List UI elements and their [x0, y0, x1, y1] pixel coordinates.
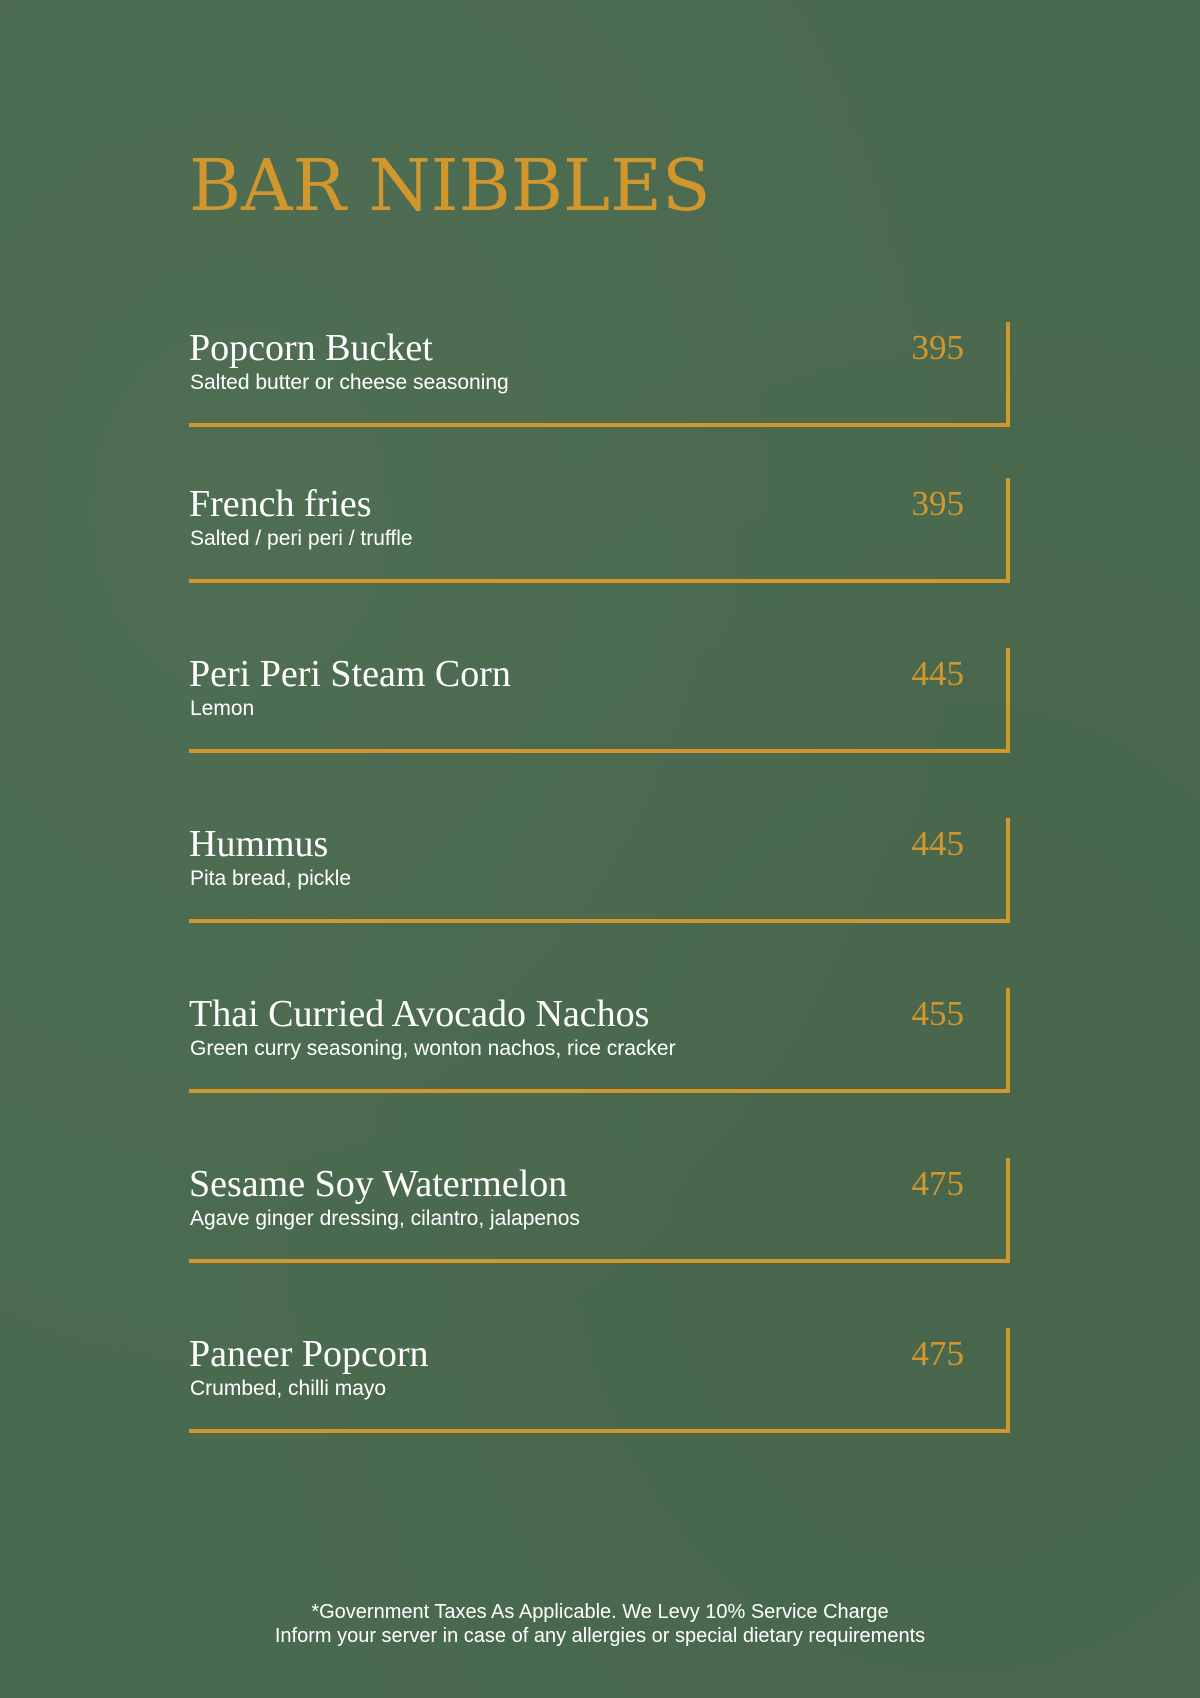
menu-item-description: Green curry seasoning, wonton nachos, rice cracker	[190, 1037, 676, 1060]
menu-item	[189, 478, 1010, 583]
footer-allergy-note: Inform your server in case of any allergies or special dietary requirements	[274, 1625, 926, 1647]
menu-title: BAR NIBBLES	[189, 144, 711, 227]
menu-item-description: Salted butter or cheese seasoning	[190, 371, 509, 394]
menu-item-name: Thai Curried Avocado Nachos	[189, 993, 650, 1035]
menu-item-price: 395	[911, 328, 964, 367]
menu-item	[189, 648, 1010, 753]
menu-item	[189, 1328, 1010, 1433]
footer-tax-note: *Government Taxes As Applicable. We Levy 10% Service Charge	[311, 1601, 889, 1623]
menu-item-description: Salted / peri peri / truffle	[190, 527, 413, 550]
menu-item-price: 395	[911, 484, 964, 523]
menu-item-description: Lemon	[190, 697, 255, 720]
menu-item	[189, 322, 1010, 427]
menu-item-name: Popcorn Bucket	[189, 327, 433, 369]
menu-item-price: 445	[911, 654, 964, 693]
menu-item-price: 475	[911, 1164, 964, 1203]
menu-item	[189, 988, 1010, 1093]
menu-item-description: Crumbed, chilli mayo	[190, 1377, 387, 1400]
menu-item-description: Pita bread, pickle	[190, 867, 352, 890]
menu-item-price: 445	[911, 824, 964, 863]
menu-item-name: Sesame Soy Watermelon	[189, 1163, 568, 1205]
menu-item-name: Paneer Popcorn	[189, 1333, 429, 1375]
menu-item-price: 455	[911, 994, 964, 1033]
menu-item-name: Peri Peri Steam Corn	[189, 653, 511, 695]
menu-item-name: French fries	[189, 483, 372, 525]
menu-item-description: Agave ginger dressing, cilantro, jalapenos	[190, 1207, 580, 1230]
footer-notes	[0, 1600, 1200, 1648]
menu-item-price: 475	[911, 1334, 964, 1373]
menu-item	[189, 818, 1010, 923]
menu-item-name: Hummus	[189, 823, 329, 865]
menu-item	[189, 1158, 1010, 1263]
